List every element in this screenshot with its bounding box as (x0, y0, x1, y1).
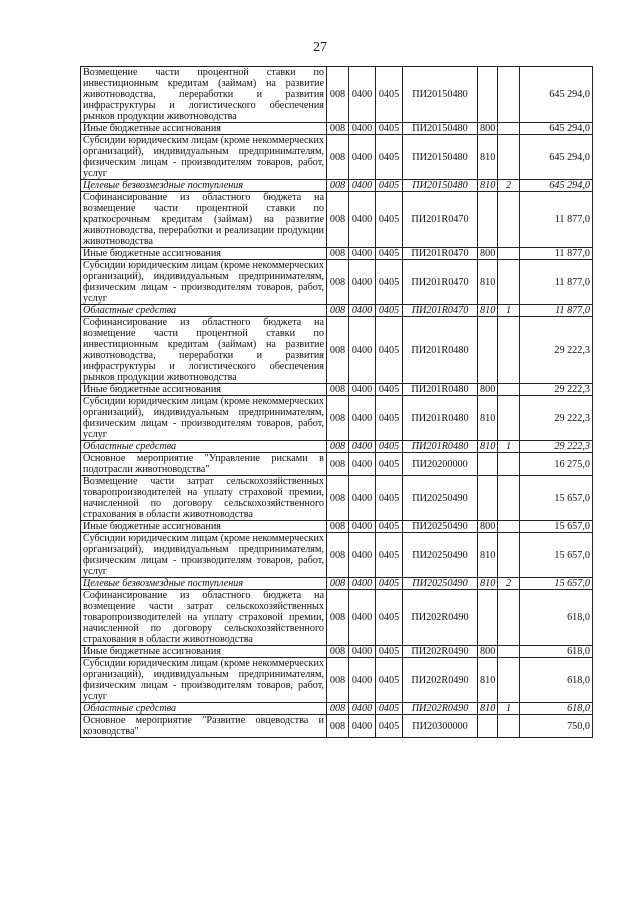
expense-name-cell: Целевые безвозмездные поступления (81, 578, 327, 590)
expense-type-cell: 800 (478, 248, 498, 260)
expense-name-cell: Иные бюджетные ассигнования (81, 248, 327, 260)
ministry-code-cell: 008 (327, 578, 349, 590)
expense-type-cell: 800 (478, 123, 498, 135)
funding-source-cell (498, 396, 520, 441)
section-code-cell: 0400 (349, 646, 376, 658)
expense-name-cell: Иные бюджетные ассигнования (81, 646, 327, 658)
amount-cell: 750,0 (520, 715, 593, 738)
expense-type-cell: 810 (478, 533, 498, 578)
subsection-code-cell: 0405 (376, 578, 403, 590)
amount-cell: 29 222,3 (520, 441, 593, 453)
table-row (81, 317, 593, 384)
table-row (81, 441, 593, 453)
expense-name-cell: Основное мероприятие "Развитие овцеводства и козоводства" (81, 715, 327, 738)
table-row (81, 135, 593, 180)
target-article-cell: ПИ20150480 (403, 123, 478, 135)
section-code-cell: 0400 (349, 123, 376, 135)
target-article-cell: ПИ20300000 (403, 715, 478, 738)
section-code-cell: 0400 (349, 317, 376, 384)
subsection-code-cell: 0405 (376, 384, 403, 396)
ministry-code-cell: 008 (327, 180, 349, 192)
amount-cell: 645 294,0 (520, 180, 593, 192)
funding-source-cell (498, 476, 520, 521)
section-code-cell: 0400 (349, 260, 376, 305)
funding-source-cell (498, 646, 520, 658)
page-number: 27 (313, 40, 327, 55)
subsection-code-cell: 0405 (376, 476, 403, 521)
funding-source-cell (498, 533, 520, 578)
subsection-code-cell: 0405 (376, 305, 403, 317)
section-code-cell: 0400 (349, 476, 376, 521)
ministry-code-cell: 008 (327, 317, 349, 384)
expense-type-cell: 810 (478, 703, 498, 715)
ministry-code-cell: 008 (327, 590, 349, 646)
table-row (81, 476, 593, 521)
ministry-code-cell: 008 (327, 646, 349, 658)
section-code-cell: 0400 (349, 521, 376, 533)
section-code-cell: 0400 (349, 180, 376, 192)
ministry-code-cell: 008 (327, 192, 349, 248)
subsection-code-cell: 0405 (376, 192, 403, 248)
expense-name-cell: Областные средства (81, 305, 327, 317)
target-article-cell: ПИ201R0480 (403, 384, 478, 396)
table-row (81, 658, 593, 703)
expense-type-cell: 810 (478, 658, 498, 703)
funding-source-cell: 1 (498, 703, 520, 715)
ministry-code-cell: 008 (327, 533, 349, 578)
funding-source-cell (498, 260, 520, 305)
expense-name-cell: Основное мероприятие "Управление рисками в подотрасли животноводства" (81, 453, 327, 476)
ministry-code-cell: 008 (327, 703, 349, 715)
funding-source-cell (498, 590, 520, 646)
funding-source-cell (498, 384, 520, 396)
expense-type-cell: 810 (478, 305, 498, 317)
ministry-code-cell: 008 (327, 123, 349, 135)
amount-cell: 16 275,0 (520, 453, 593, 476)
target-article-cell: ПИ202R0490 (403, 703, 478, 715)
section-code-cell: 0400 (349, 384, 376, 396)
section-code-cell: 0400 (349, 192, 376, 248)
section-code-cell: 0400 (349, 658, 376, 703)
funding-source-cell (498, 192, 520, 248)
target-article-cell: ПИ20150480 (403, 67, 478, 123)
amount-cell: 11 877,0 (520, 192, 593, 248)
target-article-cell: ПИ20250490 (403, 521, 478, 533)
expense-type-cell: 810 (478, 180, 498, 192)
subsection-code-cell: 0405 (376, 317, 403, 384)
expense-name-cell: Иные бюджетные ассигнования (81, 384, 327, 396)
amount-cell: 645 294,0 (520, 135, 593, 180)
subsection-code-cell: 0405 (376, 703, 403, 715)
subsection-code-cell: 0405 (376, 453, 403, 476)
table-row (81, 533, 593, 578)
funding-source-cell (498, 317, 520, 384)
subsection-code-cell: 0405 (376, 658, 403, 703)
expense-type-cell (478, 192, 498, 248)
section-code-cell: 0400 (349, 248, 376, 260)
amount-cell: 15 657,0 (520, 578, 593, 590)
table-row (81, 67, 593, 123)
target-article-cell: ПИ201R0480 (403, 396, 478, 441)
table-row (81, 703, 593, 715)
funding-source-cell (498, 123, 520, 135)
funding-source-cell: 2 (498, 180, 520, 192)
section-code-cell: 0400 (349, 715, 376, 738)
expense-name-cell: Софинансирование из областного бюджета на возмещение части затрат сельскохозяйственных товаропроизводителей на уплату страховой премии, начисленной по договору сельскохозяйственного страхования в области животноводства (81, 590, 327, 646)
expense-name-cell: Возмещение части затрат сельскохозяйственных товаропроизводителей на уплату страховой премии, начисленной по договору сельскохозяйственного страхования в области животноводства (81, 476, 327, 521)
ministry-code-cell: 008 (327, 248, 349, 260)
funding-source-cell (498, 715, 520, 738)
amount-cell: 11 877,0 (520, 248, 593, 260)
section-code-cell: 0400 (349, 590, 376, 646)
expense-name-cell: Областные средства (81, 703, 327, 715)
expense-type-cell: 800 (478, 384, 498, 396)
funding-source-cell (498, 658, 520, 703)
target-article-cell: ПИ20250490 (403, 578, 478, 590)
ministry-code-cell: 008 (327, 441, 349, 453)
section-code-cell: 0400 (349, 135, 376, 180)
table-row (81, 396, 593, 441)
ministry-code-cell: 008 (327, 384, 349, 396)
amount-cell: 29 222,3 (520, 317, 593, 384)
table-row (81, 384, 593, 396)
subsection-code-cell: 0405 (376, 533, 403, 578)
expense-type-cell: 810 (478, 396, 498, 441)
subsection-code-cell: 0405 (376, 715, 403, 738)
funding-source-cell: 2 (498, 578, 520, 590)
subsection-code-cell: 0405 (376, 180, 403, 192)
expense-name-cell: Возмещение части процентной ставки по инвестиционным кредитам (займам) на развитие животноводства, переработки и развития инфраструктуры и логистического обеспечения рынков продукции животноводства (81, 67, 327, 123)
subsection-code-cell: 0405 (376, 590, 403, 646)
amount-cell: 11 877,0 (520, 305, 593, 317)
ministry-code-cell: 008 (327, 715, 349, 738)
expense-type-cell (478, 317, 498, 384)
subsection-code-cell: 0405 (376, 260, 403, 305)
expense-type-cell: 810 (478, 135, 498, 180)
expense-type-cell: 810 (478, 578, 498, 590)
amount-cell: 11 877,0 (520, 260, 593, 305)
table-row (81, 646, 593, 658)
expense-type-cell (478, 453, 498, 476)
expense-name-cell: Иные бюджетные ассигнования (81, 521, 327, 533)
expense-name-cell: Субсидии юридическим лицам (кроме некоммерческих организаций), индивидуальным предпринимателям, физическим лицам - производителям товаров, работ, услуг (81, 135, 327, 180)
ministry-code-cell: 008 (327, 135, 349, 180)
target-article-cell: ПИ201R0480 (403, 441, 478, 453)
table-row (81, 260, 593, 305)
table-row (81, 590, 593, 646)
amount-cell: 618,0 (520, 646, 593, 658)
ministry-code-cell: 008 (327, 476, 349, 521)
expense-name-cell: Софинансирование из областного бюджета на возмещение части процентной ставки по инвестиционным кредитам (займам) на развитие животноводства, переработки и развития инфраструктуры и логистического обеспечения рынков продукции животноводства (81, 317, 327, 384)
table-row (81, 305, 593, 317)
amount-cell: 15 657,0 (520, 521, 593, 533)
target-article-cell: ПИ201R0470 (403, 260, 478, 305)
target-article-cell: ПИ20250490 (403, 476, 478, 521)
budget-table (80, 66, 593, 738)
table-row (81, 521, 593, 533)
amount-cell: 15 657,0 (520, 533, 593, 578)
amount-cell: 618,0 (520, 703, 593, 715)
subsection-code-cell: 0405 (376, 248, 403, 260)
subsection-code-cell: 0405 (376, 521, 403, 533)
table-row (81, 192, 593, 248)
expense-name-cell: Целевые безвозмездные поступления (81, 180, 327, 192)
target-article-cell: ПИ20150480 (403, 135, 478, 180)
section-code-cell: 0400 (349, 67, 376, 123)
section-code-cell: 0400 (349, 453, 376, 476)
funding-source-cell (498, 135, 520, 180)
expense-type-cell: 810 (478, 260, 498, 305)
amount-cell: 618,0 (520, 590, 593, 646)
funding-source-cell: 1 (498, 441, 520, 453)
expense-type-cell (478, 67, 498, 123)
ministry-code-cell: 008 (327, 453, 349, 476)
ministry-code-cell: 008 (327, 658, 349, 703)
amount-cell: 29 222,3 (520, 396, 593, 441)
section-code-cell: 0400 (349, 533, 376, 578)
funding-source-cell (498, 453, 520, 476)
subsection-code-cell: 0405 (376, 441, 403, 453)
table-row (81, 180, 593, 192)
table-row (81, 123, 593, 135)
expense-name-cell: Субсидии юридическим лицам (кроме некоммерческих организаций), индивидуальным предпринимателям, физическим лицам - производителям товаров, работ, услуг (81, 260, 327, 305)
target-article-cell: ПИ201R0470 (403, 305, 478, 317)
subsection-code-cell: 0405 (376, 123, 403, 135)
expense-name-cell: Иные бюджетные ассигнования (81, 123, 327, 135)
expense-name-cell: Субсидии юридическим лицам (кроме некоммерческих организаций), индивидуальным предпринимателям, физическим лицам - производителям товаров, работ, услуг (81, 658, 327, 703)
target-article-cell: ПИ202R0490 (403, 646, 478, 658)
subsection-code-cell: 0405 (376, 135, 403, 180)
subsection-code-cell: 0405 (376, 396, 403, 441)
subsection-code-cell: 0405 (376, 67, 403, 123)
target-article-cell: ПИ201R0480 (403, 317, 478, 384)
section-code-cell: 0400 (349, 396, 376, 441)
amount-cell: 29 222,3 (520, 384, 593, 396)
target-article-cell: ПИ20150480 (403, 180, 478, 192)
expense-name-cell: Субсидии юридическим лицам (кроме некоммерческих организаций), индивидуальным предпринимателям, физическим лицам - производителям товаров, работ, услуг (81, 396, 327, 441)
expense-type-cell: 810 (478, 441, 498, 453)
amount-cell: 618,0 (520, 658, 593, 703)
section-code-cell: 0400 (349, 578, 376, 590)
amount-cell: 15 657,0 (520, 476, 593, 521)
amount-cell: 645 294,0 (520, 123, 593, 135)
funding-source-cell (498, 248, 520, 260)
target-article-cell: ПИ202R0490 (403, 590, 478, 646)
subsection-code-cell: 0405 (376, 646, 403, 658)
table-row (81, 453, 593, 476)
section-code-cell: 0400 (349, 305, 376, 317)
funding-source-cell: 1 (498, 305, 520, 317)
expense-type-cell (478, 715, 498, 738)
ministry-code-cell: 008 (327, 305, 349, 317)
ministry-code-cell: 008 (327, 67, 349, 123)
ministry-code-cell: 008 (327, 260, 349, 305)
expense-type-cell: 800 (478, 521, 498, 533)
target-article-cell: ПИ20250490 (403, 533, 478, 578)
expense-name-cell: Субсидии юридическим лицам (кроме некоммерческих организаций), индивидуальным предпринимателям, физическим лицам - производителям товаров, работ, услуг (81, 533, 327, 578)
expense-name-cell: Софинансирование из областного бюджета на возмещение части процентной ставки по краткосрочным кредитам (займам) на развитие животноводства, переработки и реализации продукции животноводства (81, 192, 327, 248)
budget-table-body (81, 67, 593, 738)
expense-type-cell (478, 476, 498, 521)
expense-name-cell: Областные средства (81, 441, 327, 453)
table-row (81, 715, 593, 738)
ministry-code-cell: 008 (327, 396, 349, 441)
expense-type-cell (478, 590, 498, 646)
target-article-cell: ПИ201R0470 (403, 248, 478, 260)
target-article-cell: ПИ20200000 (403, 453, 478, 476)
target-article-cell: ПИ202R0490 (403, 658, 478, 703)
target-article-cell: ПИ201R0470 (403, 192, 478, 248)
funding-source-cell (498, 521, 520, 533)
expense-type-cell: 800 (478, 646, 498, 658)
funding-source-cell (498, 67, 520, 123)
ministry-code-cell: 008 (327, 521, 349, 533)
section-code-cell: 0400 (349, 703, 376, 715)
table-row (81, 578, 593, 590)
amount-cell: 645 294,0 (520, 67, 593, 123)
table-row (81, 248, 593, 260)
section-code-cell: 0400 (349, 441, 376, 453)
